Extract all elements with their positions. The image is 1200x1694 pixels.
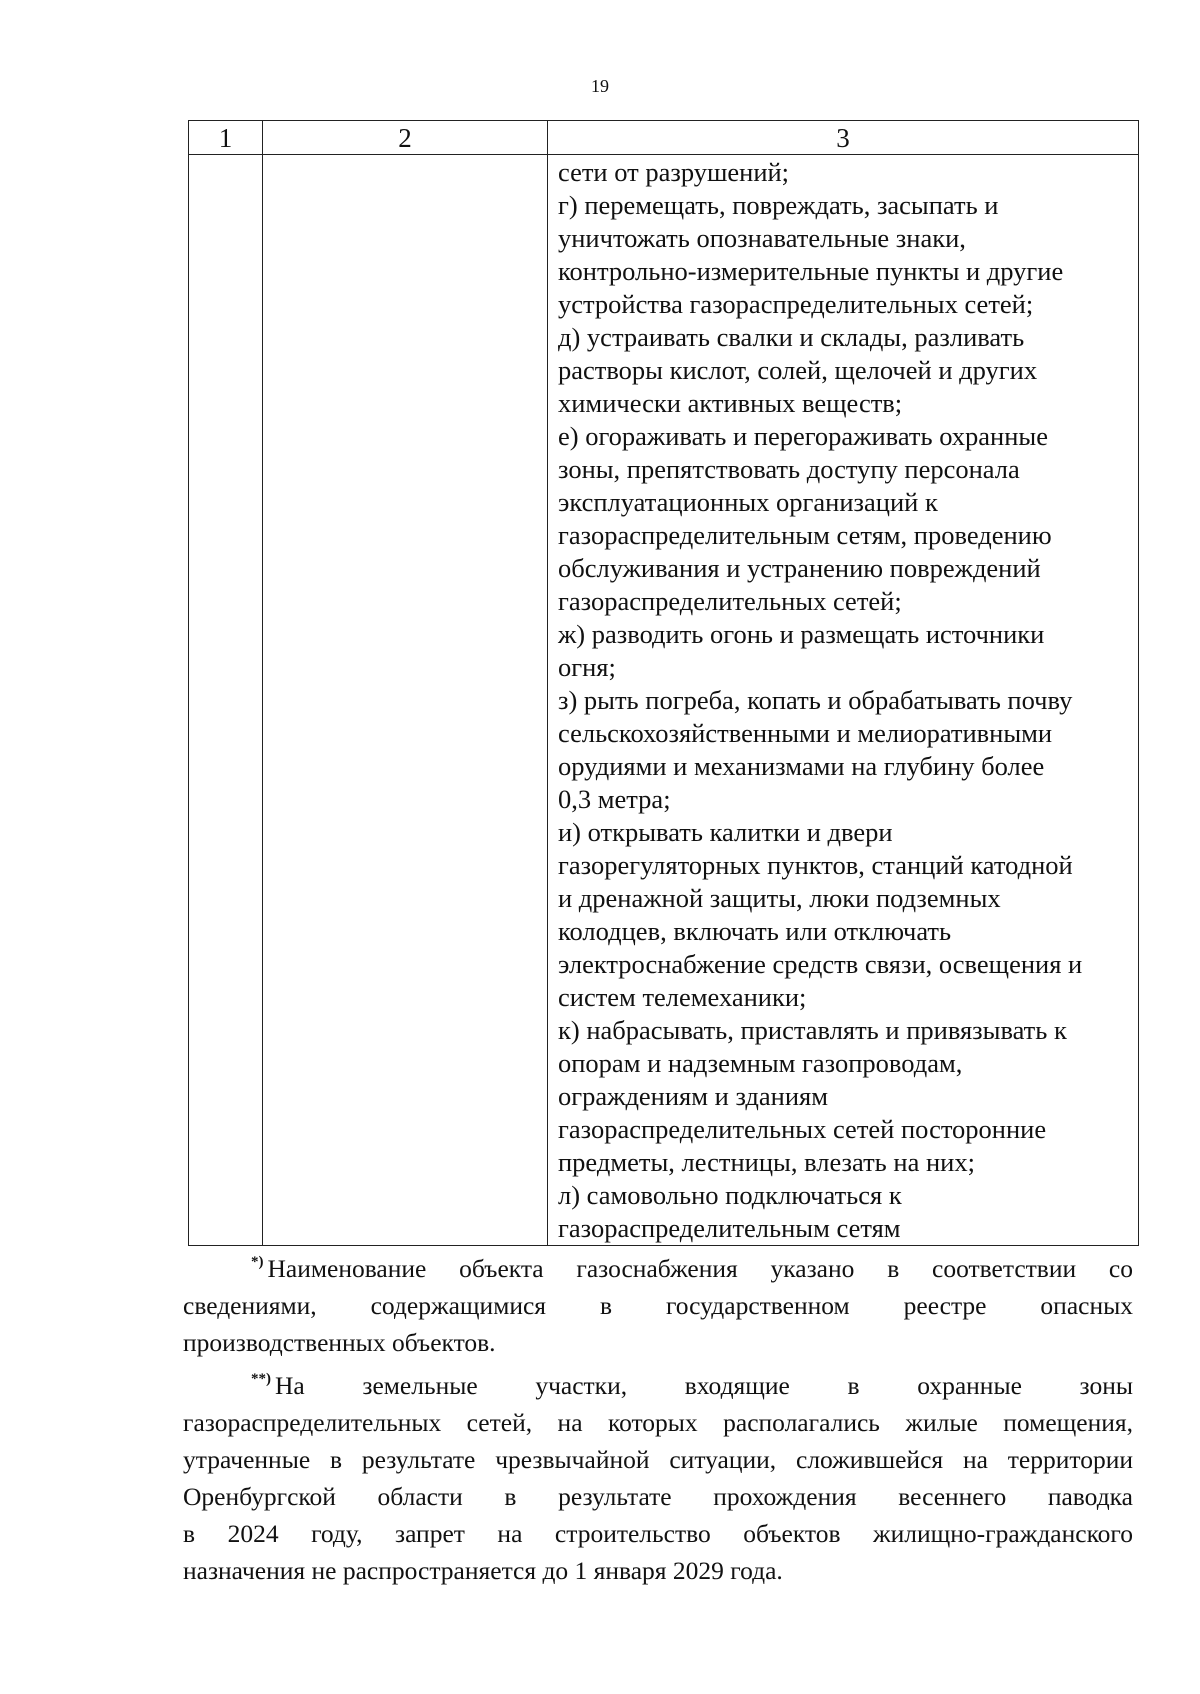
table-header-row	[189, 121, 1139, 155]
footnote-2-line-6: назначения не распространяется до 1 января 2029 года.	[183, 1556, 783, 1585]
list-item: г) перемещать, повреждать, засыпать и	[558, 190, 999, 220]
list-item: обслуживания и устранению повреждений	[558, 553, 1041, 583]
restrictions-list	[548, 155, 1138, 1245]
table-cell-col3	[548, 155, 1139, 1246]
list-item: уничтожать опознавательные знаки,	[558, 223, 966, 253]
footnote-1-marker: *)	[251, 1254, 264, 1270]
footnote-1-line-1	[183, 1244, 1133, 1287]
list-item: сети от разрушений;	[558, 157, 790, 187]
list-item: л) самовольно подключаться к	[558, 1180, 902, 1210]
restrictions-table	[188, 120, 1139, 1246]
list-item: газорегуляторных пунктов, станций катодной	[558, 850, 1073, 880]
list-item: ж) разводить огонь и размещать источники	[558, 619, 1045, 649]
footnote-2-line-5: в 2024 году, запрет на строительство объектов жилищно-гражданского	[183, 1519, 1133, 1548]
list-item: ограждениям и зданиям	[558, 1081, 828, 1111]
footnote-2-line-4: Оренбургской области в результате прохождения весеннего паводка	[183, 1482, 1133, 1511]
list-item: химически активных веществ;	[558, 388, 903, 418]
list-item: эксплуатационных организаций к	[558, 487, 938, 517]
list-item: зоны, препятствовать доступу персонала	[558, 454, 1020, 484]
footnote-1-line-1-text: Наименование объекта газоснабжения указано в соответствии со	[267, 1254, 1133, 1283]
list-item: д) устраивать свалки и склады, разливать	[558, 322, 1025, 352]
list-item: контрольно-измерительные пункты и другие	[558, 256, 1064, 286]
table-cell-col2	[263, 155, 548, 1246]
footnote-1-line-2: сведениями, содержащимися в государственном реестре опасных	[183, 1291, 1133, 1320]
footnote-2-line-2: газораспределительных сетей, на которых располагались жилые помещения,	[183, 1408, 1133, 1437]
footnotes	[183, 1244, 1133, 1589]
footnote-1-line-3: производственных объектов.	[183, 1328, 496, 1357]
list-item: предметы, лестницы, влезать на них;	[558, 1147, 975, 1177]
table-cell-col1	[189, 155, 263, 1246]
list-item: огня;	[558, 652, 616, 682]
list-item: газораспределительным сетям	[558, 1213, 901, 1243]
footnote-2	[183, 1361, 1133, 1589]
footnote-2-marker: **)	[251, 1371, 271, 1387]
list-item: и) открывать калитки и двери	[558, 817, 893, 847]
list-item: е) огораживать и перегораживать охранные	[558, 421, 1048, 451]
column-header-3: 3	[548, 121, 1139, 155]
list-item: 0,3 метра;	[558, 784, 671, 814]
list-item: з) рыть погреба, копать и обрабатывать почву	[558, 685, 1073, 715]
list-item: систем телемеханики;	[558, 982, 807, 1012]
list-item: орудиями и механизмами на глубину более	[558, 751, 1045, 781]
list-item: растворы кислот, солей, щелочей и других	[558, 355, 1038, 385]
footnote-1	[183, 1244, 1133, 1361]
list-item: устройства газораспределительных сетей;	[558, 289, 1034, 319]
list-item: газораспределительных сетей;	[558, 586, 902, 616]
footnote-2-line-1-text: На земельные участки, входящие в охранные зоны	[275, 1371, 1133, 1400]
list-item: сельскохозяйственными и мелиоративными	[558, 718, 1053, 748]
page-number: 19	[591, 76, 609, 96]
list-item: электроснабжение средств связи, освещения и	[558, 949, 1083, 979]
list-item: и дренажной защиты, люки подземных	[558, 883, 1001, 913]
list-item: опорам и надземным газопроводам,	[558, 1048, 963, 1078]
column-header-2: 2	[263, 121, 548, 155]
list-item: газораспределительных сетей посторонние	[558, 1114, 1047, 1144]
footnote-2-line-3: утраченные в результате чрезвычайной ситуации, сложившейся на территории	[183, 1445, 1133, 1474]
column-header-1: 1	[189, 121, 263, 155]
list-item: газораспределительным сетям, проведению	[558, 520, 1052, 550]
footnote-2-line-1	[183, 1361, 1133, 1404]
list-item: к) набрасывать, приставлять и привязывать к	[558, 1015, 1067, 1045]
list-item: колодцев, включать или отключать	[558, 916, 952, 946]
table-row	[189, 155, 1139, 1246]
